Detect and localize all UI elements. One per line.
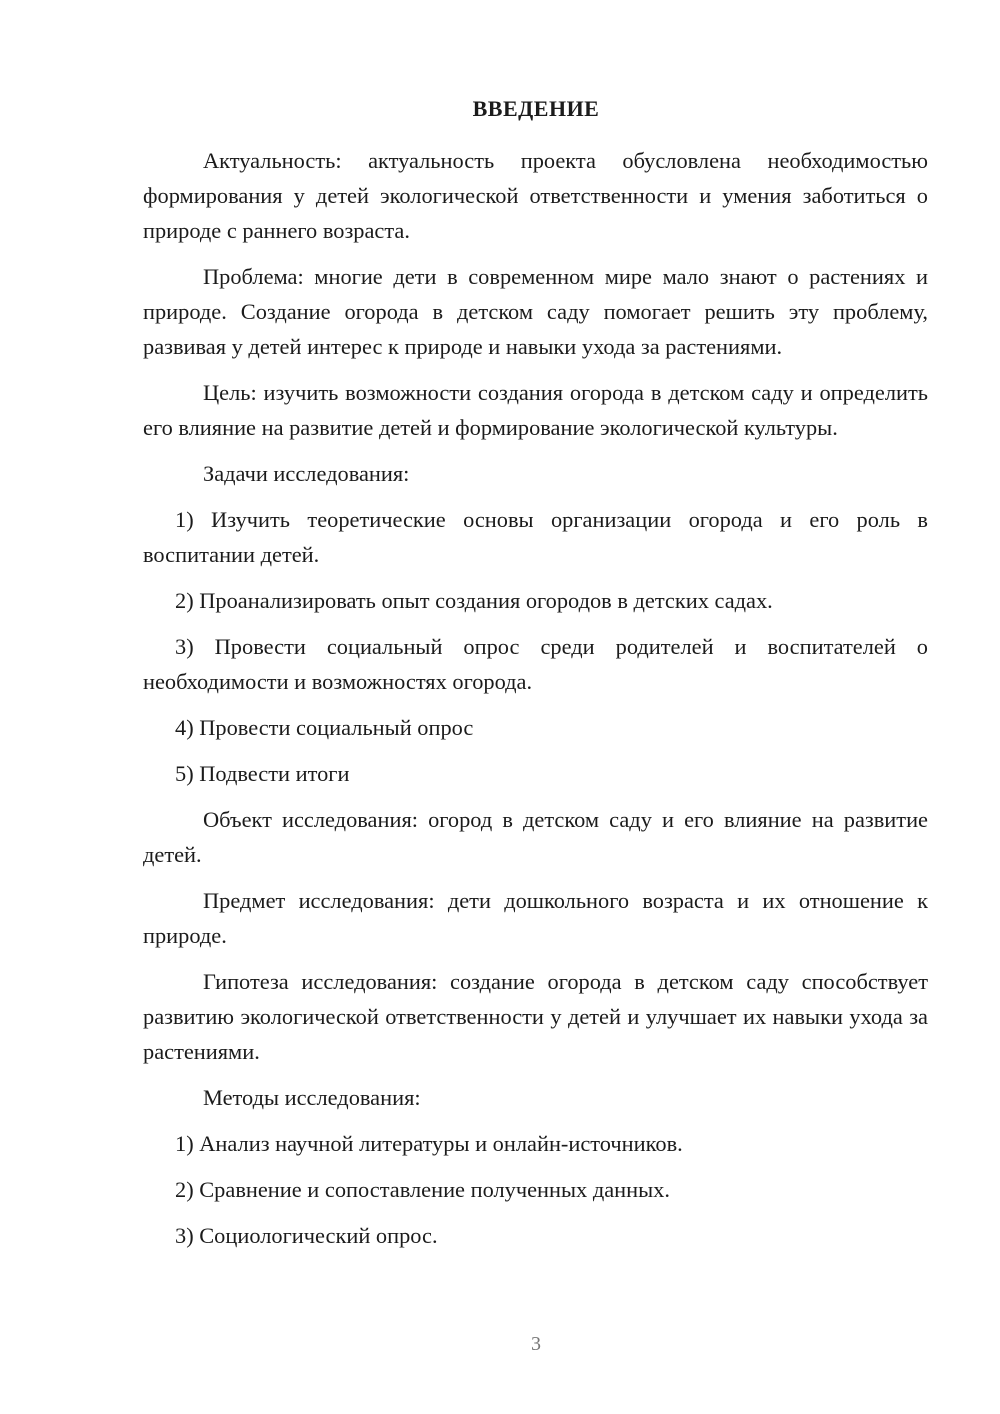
method-item-3: 3) Социологический опрос. xyxy=(175,1223,438,1248)
page-number: 3 xyxy=(531,1333,541,1355)
method-item-1: 1) Анализ научной литературы и онлайн-источников. xyxy=(175,1131,683,1156)
tasks-heading: Задачи исследования: xyxy=(203,461,410,486)
problem-paragraph: Проблема: многие дети в современном мире мало знают о растениях и природе. Создание огорода в детском саду помогает решить эту проблему, развивая у детей интерес к природе и навыки ухода за растениями. xyxy=(143,264,928,359)
hypothesis-paragraph: Гипотеза исследования: создание огорода в детском саду способствует развитию экологической ответственности у детей и улучшает их навыки ухода за растениями. xyxy=(143,969,928,1064)
relevance-paragraph: Актуальность: актуальность проекта обусловлена необходимостью формирования у детей экологической ответственности и умения заботиться о природе с раннего возраста. xyxy=(143,148,928,243)
object-paragraph: Объект исследования: огород в детском саду и его влияние на развитие детей. xyxy=(143,807,928,867)
task-item-4: 4) Провести социальный опрос xyxy=(175,715,474,740)
task-item-5: 5) Подвести итоги xyxy=(175,761,350,786)
method-item-2: 2) Сравнение и сопоставление полученных данных. xyxy=(175,1177,670,1202)
task-item-3: 3) Провести социальный опрос среди родителей и воспитателей о необходимости и возможностях огорода. xyxy=(143,634,928,694)
document-body xyxy=(143,143,928,1264)
page-title: ВВЕДЕНИЕ xyxy=(472,96,600,121)
task-item-2: 2) Проанализировать опыт создания огородов в детских садах. xyxy=(175,588,773,613)
subject-paragraph: Предмет исследования: дети дошкольного возраста и их отношение к природе. xyxy=(143,888,928,948)
goal-paragraph: Цель: изучить возможности создания огорода в детском саду и определить его влияние на развитие детей и формирование экологической культуры. xyxy=(143,380,928,440)
task-item-1: 1) Изучить теоретические основы организации огорода и его роль в воспитании детей. xyxy=(143,507,928,567)
methods-heading: Методы исследования: xyxy=(203,1085,421,1110)
